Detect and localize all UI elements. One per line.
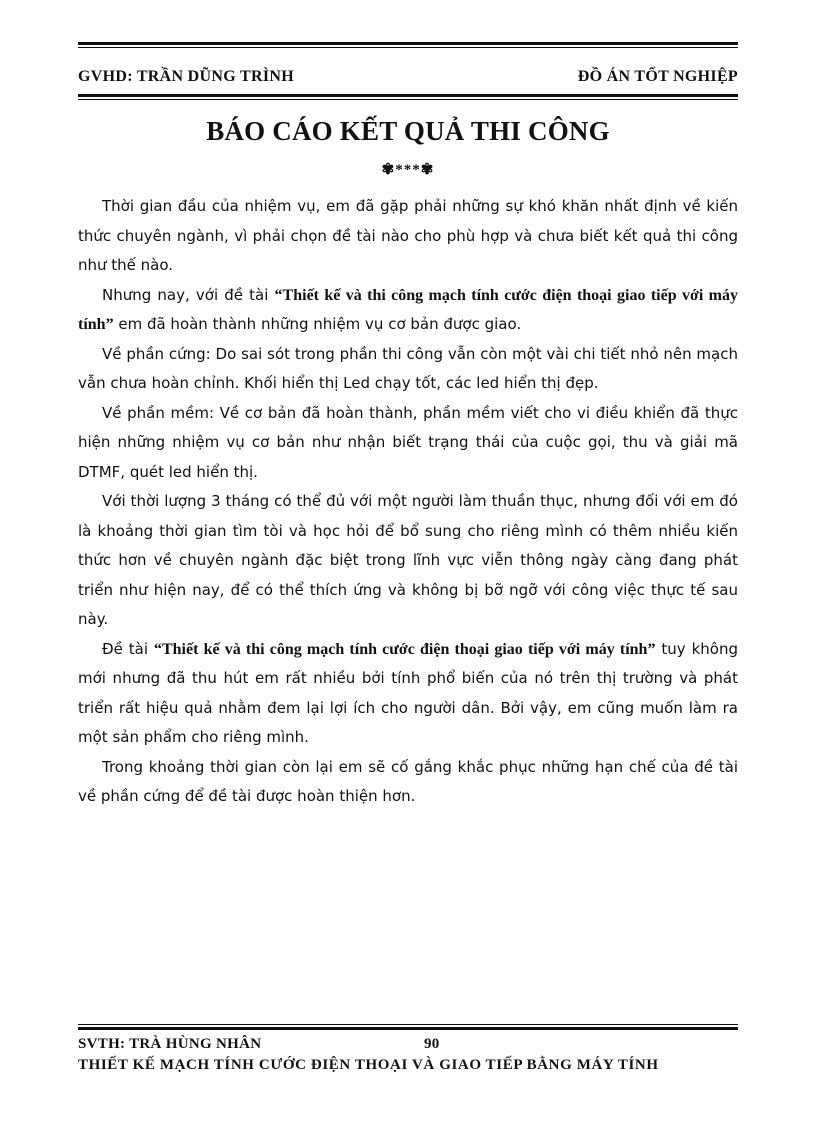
paragraph: Thời gian đầu của nhiệm vụ, em đã gặp phải những sự khó khăn nhất định về kiến thức chuyên ngành, vì phải chọn đề tài nào cho phù hợp và chưa biết kết quả thi công như thế nào.: [78, 197, 738, 274]
top-rule-thick: [78, 42, 738, 45]
page-title: BÁO CÁO KẾT QUẢ THI CÔNG: [206, 116, 610, 146]
paragraph: Với thời lượng 3 tháng có thể đủ với một người làm thuần thục, nhưng đối với em đó là khoảng thời gian tìm tòi và học hỏi để bổ sung cho riêng mình có thêm nhiều kiến thức hơn về chuyên ngành đặc biệt trong lĩnh vực viễn thông ngày càng đang phát triển như hiện nay, để có thể thích ứng và không bị bỡ ngỡ với công việc thực tế sau này.: [78, 492, 738, 628]
title-ornament: ✾***✾: [381, 162, 435, 178]
report-body: [78, 192, 738, 812]
footer-project-title: THIẾT KẾ MẠCH TÍNH CƯỚC ĐIỆN THOẠI VÀ GIAO TIẾP BẰNG MÁY TÍNH: [78, 1057, 659, 1073]
header-rule-thick: [78, 94, 738, 97]
header-doc-type: ĐỒ ÁN TỐT NGHIỆP: [577, 68, 738, 85]
page-frame: [78, 42, 738, 1090]
project-name-bold: “Thiết kế và thi công mạch tính cước điện thoại giao tiếp với máy tính”: [153, 640, 656, 658]
paragraph: Nhưng nay, với đề tài “Thiết kế và thi công mạch tính cước điện thoại giao tiếp với máy tính” em đã hoàn thành những nhiệm vụ cơ bản được giao.: [78, 285, 738, 333]
paragraph: Về phần mềm: Về cơ bản đã hoàn thành, phần mềm viết cho vi điều khiển đã thực hiện những nhiệm vụ cơ bản như nhận biết trạng thái của cuộc gọi, thu và giải mã DTMF, quét led hiển thị.: [78, 403, 738, 481]
top-rule-thin: [78, 47, 738, 48]
page-header: [78, 68, 738, 86]
paragraph: Trong khoảng thời gian còn lại em sẽ cố gắng khắc phục những hạn chế của đề tài về phần cứng để đề tài được hoàn thiện hơn.: [78, 757, 738, 805]
paragraph: Về phần cứng: Do sai sót trong phần thi công vẫn còn một vài chi tiết nhỏ nên mạch vẫn chưa hoàn chỉnh. Khối hiển thị Led chạy tốt, các led hiển thị đẹp.: [78, 344, 738, 392]
page-number: 90: [424, 1036, 440, 1052]
paragraph: Đề tài “Thiết kế và thi công mạch tính cước điện thoại giao tiếp với máy tính” tuy không mới nhưng đã thu hút em rất nhiều bởi tính phổ biến của nó trên thị trường và phát triển rất hiệu quả nhằm đem lại lợi ích cho người dân. Bởi vậy, em cũng muốn làm ra một sản phẩm cho riêng mình.: [78, 639, 738, 746]
project-name-bold: “Thiết kế và thi công mạch tính cước điện thoại giao tiếp với máy tính”: [78, 286, 738, 333]
header-supervisor: GVHD: TRẦN DŨNG TRÌNH: [78, 68, 294, 85]
header-rule-thin: [78, 99, 738, 100]
footer-rule-thick: [78, 1027, 738, 1030]
footer-author: SVTH: TRÀ HÙNG NHÂN: [78, 1036, 262, 1052]
footer-rule-thin: [78, 1024, 738, 1025]
